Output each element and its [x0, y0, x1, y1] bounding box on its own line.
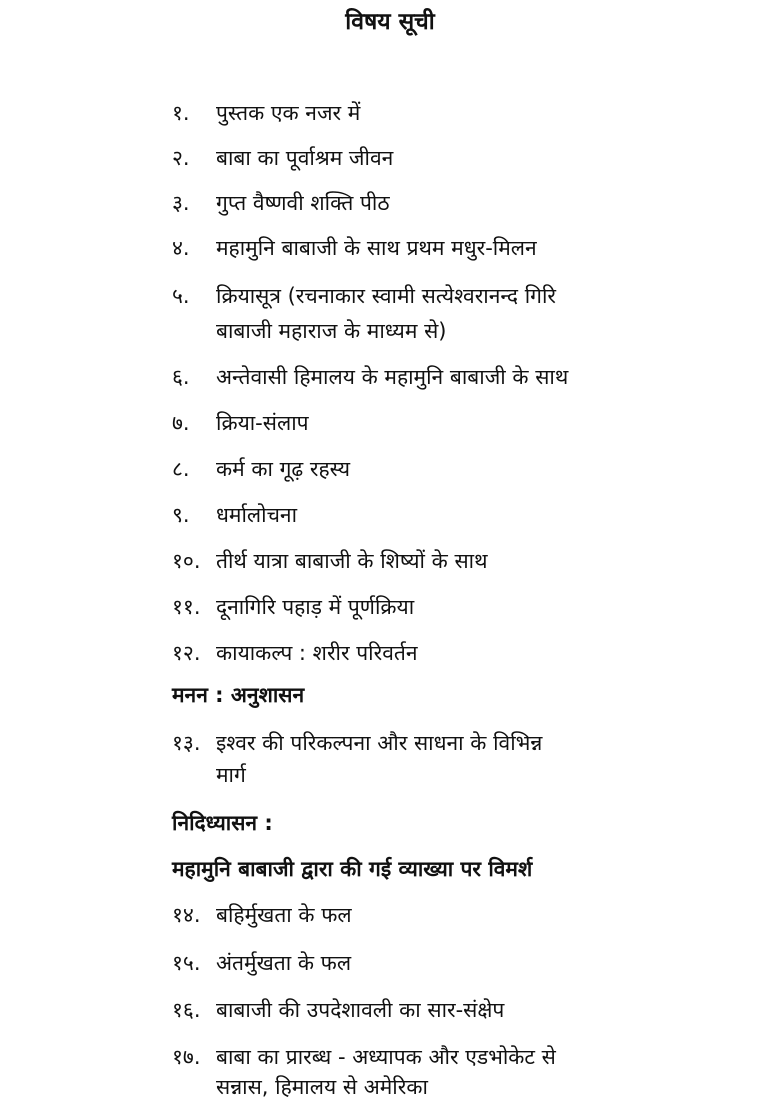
toc-item	[172, 1042, 556, 1072]
toc-item	[172, 546, 488, 576]
toc-item-number: १२.	[172, 641, 201, 665]
toc-item-text: गुप्त वैष्णवी शक्ति पीठ	[216, 191, 390, 215]
toc-item-text: महामुनि बाबाजी के साथ प्रथम मधुर-मिलन	[216, 236, 537, 260]
toc-item-text: क्रिया-संलाप	[216, 411, 309, 435]
section-heading-vimarsh: महामुनि बाबाजी द्वारा की गई व्याख्या पर विमर्श	[172, 857, 533, 881]
toc-item-number: ५.	[172, 284, 190, 308]
toc-item	[172, 728, 542, 758]
toc-item	[172, 638, 418, 668]
toc-item-text: कायाकल्प : शरीर परिवर्तन	[216, 641, 418, 665]
toc-item	[172, 454, 350, 484]
toc-item-continuation: मार्ग	[216, 763, 246, 787]
toc-item-number: १३.	[172, 731, 201, 755]
toc-item	[172, 143, 393, 173]
toc-item-text: इश्वर की परिकल्पना और साधना के विभिन्न	[216, 731, 543, 755]
toc-item	[172, 500, 297, 530]
toc-item-text: कर्म का गूढ़ रहस्य	[216, 457, 351, 481]
toc-item	[172, 995, 504, 1025]
toc-item-number: ८.	[172, 457, 190, 481]
toc-item-text: बाबा का पूर्वाश्रम जीवन	[216, 146, 394, 170]
toc-item	[172, 281, 556, 311]
toc-item-number: १६.	[172, 998, 201, 1022]
toc-item	[172, 948, 351, 978]
toc-item-text: अंतर्मुखता के फल	[216, 951, 352, 975]
toc-item-number: २.	[172, 146, 190, 170]
toc-item-number: १५.	[172, 951, 201, 975]
toc-item-number: ६.	[172, 365, 190, 389]
toc-item-text: बहिर्मुखता के फल	[216, 903, 352, 927]
toc-item	[172, 188, 390, 218]
toc-item	[172, 900, 352, 930]
toc-item-text: क्रियासूत्र (रचनाकार स्वामी सत्येश्वरानन्द गिरि	[216, 284, 557, 308]
toc-item-number: ११.	[172, 595, 201, 619]
section-heading-nididhyasan: निदिध्यासन :	[172, 811, 273, 835]
section-heading-manan: मनन : अनुशासन	[172, 683, 305, 707]
toc-item-text: पुस्तक एक नजर में	[216, 101, 361, 125]
toc-item-number: १४.	[172, 903, 201, 927]
toc-item-number: ३.	[172, 191, 190, 215]
toc-item	[172, 408, 309, 438]
toc-item-number: १७.	[172, 1045, 201, 1069]
toc-item-text: दूनागिरि पहाड़ में पूर्णक्रिया	[216, 595, 415, 619]
toc-item-text: अन्तेवासी हिमालय के महामुनि बाबाजी के साथ	[216, 365, 569, 389]
toc-item-number: ४.	[172, 236, 190, 260]
toc-item-number: ९.	[172, 503, 190, 527]
toc-item-text: तीर्थ यात्रा बाबाजी के शिष्यों के साथ	[216, 549, 488, 573]
toc-item-number: ७.	[172, 411, 190, 435]
toc-item-text: बाबाजी की उपदेशावली का सार-संक्षेप	[216, 998, 505, 1022]
toc-item-number: १०.	[172, 549, 201, 573]
toc-item-continuation: सन्नास, हिमालय से अमेरिका	[216, 1075, 428, 1099]
toc-item-text: बाबा का प्रारब्ध - अध्यापक और एडभोकेट से	[216, 1045, 556, 1069]
page-title: विषय सूची	[345, 9, 435, 35]
toc-item-continuation: बाबाजी महाराज के माध्यम से)	[216, 319, 447, 343]
toc-item	[172, 592, 414, 622]
toc-item-number: १.	[172, 101, 190, 125]
toc-item	[172, 98, 360, 128]
toc-item	[172, 362, 568, 392]
toc-item-text: धर्मालोचना	[216, 503, 298, 527]
toc-item	[172, 233, 537, 263]
